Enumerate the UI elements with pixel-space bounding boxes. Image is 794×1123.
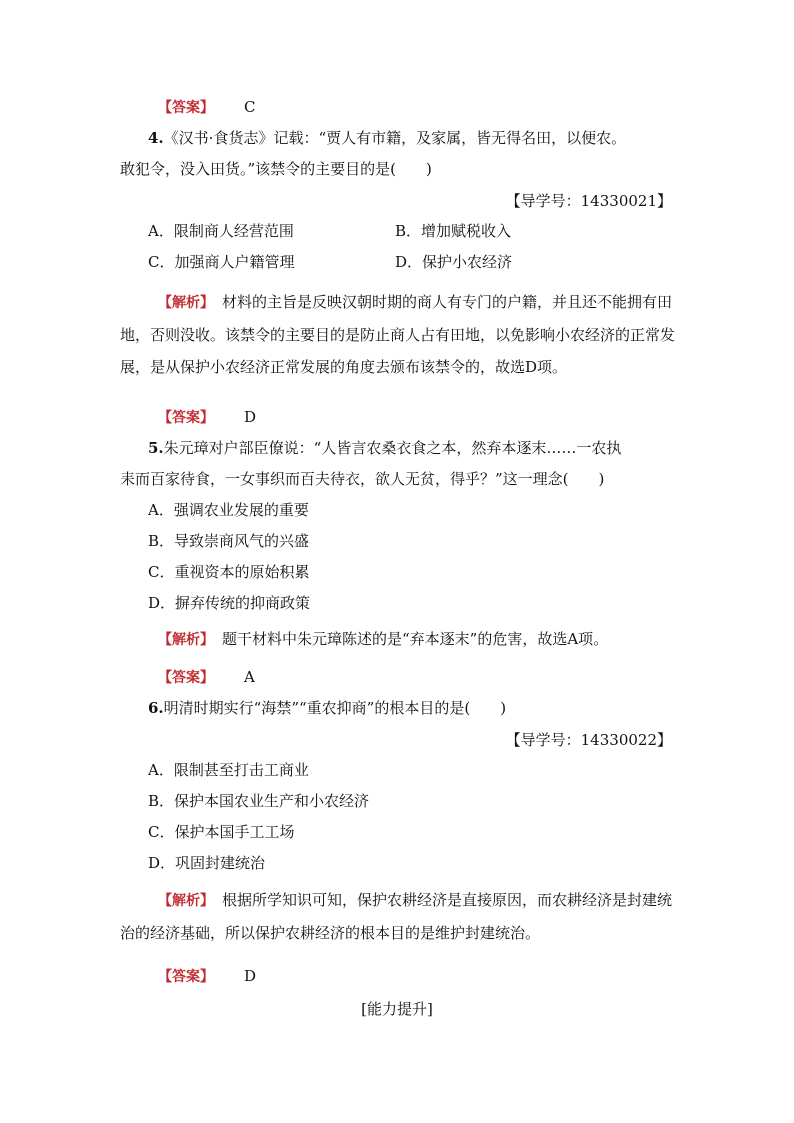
guide-number: 【导学号：14330022】 <box>505 731 672 749</box>
option-c: C．加强商人户籍管理 <box>148 253 295 271</box>
option-c: C．重视资本的原始积累 <box>148 563 310 581</box>
option-d: D．保护小农经济 <box>395 253 513 271</box>
answer-label: 【答案】 <box>158 100 214 116</box>
question-4-stem-line1 <box>148 128 626 148</box>
question-number: 4. <box>148 129 164 147</box>
answer-value: C <box>244 98 256 116</box>
analysis-label: 【解析】 <box>158 295 207 311</box>
analysis-q5 <box>158 629 608 650</box>
option-d: D．摒弃传统的抑商政策 <box>148 594 311 612</box>
question-4-stem-line2: 敢犯令，没入田货。”该禁令的主要目的是( ) <box>120 160 432 178</box>
question-6-stem <box>148 698 506 718</box>
option-a: A．限制商人经营范围 <box>148 222 294 240</box>
question-5-stem-line1 <box>148 438 621 458</box>
question-number: 6. <box>148 699 164 717</box>
question-text: 朱元璋对户部臣僚说：“人皆言农桑衣食之本，然弃本逐末……一农执 <box>163 439 622 457</box>
question-text: 明清时期实行“海禁”“重农抑商”的根本目的是( ) <box>163 699 507 717</box>
answer-label: 【答案】 <box>158 410 214 426</box>
analysis-q4 <box>120 286 676 383</box>
analysis-q6 <box>120 884 676 949</box>
question-5-stem-line2: 耒而百家待食，一女事织而百夫待衣，欲人无贫，得乎？”这一理念( ) <box>120 470 605 488</box>
answer-value: D <box>244 967 257 985</box>
analysis-text: 题干材料中朱元璋陈述的是“弃本逐末”的危害，故选A项。 <box>222 630 609 648</box>
option-b: B．导致崇商风气的兴盛 <box>148 532 310 550</box>
option-c: C．保护本国手工工场 <box>148 823 295 841</box>
answer-line-q6 <box>158 966 256 987</box>
analysis-label: 【解析】 <box>158 632 207 648</box>
analysis-text: 根据所学知识可知，保护农耕经济是直接原因，而农耕经济是封建统治的经济基础，所以保护农耕经济的根本目的是维护封建统治。 <box>120 891 673 942</box>
analysis-label: 【解析】 <box>158 893 207 909</box>
guide-number: 【导学号：14330021】 <box>505 192 672 210</box>
answer-value: A <box>244 668 255 686</box>
analysis-text: 材料的主旨是反映汉朝时期的商人有专门的户籍，并且还不能拥有田地，否则没收。该禁令的主要目的是防止商人占有田地，以免影响小农经济的正常发展，是从保护小农经济正常发展的角度去颁布该禁令的，故选D项。 <box>120 293 676 376</box>
option-b: B．增加赋税收入 <box>395 222 512 240</box>
answer-line-q3 <box>158 97 255 118</box>
option-d: D．巩固封建统治 <box>148 854 266 872</box>
question-text: 《汉书·食货志》记载：“贾人有市籍，及家属，皆无得名田，以便农。 <box>163 129 627 147</box>
section-title: [能力提升] <box>361 1000 433 1018</box>
question-number: 5. <box>148 439 164 457</box>
option-a: A．限制甚至打击工商业 <box>148 761 309 779</box>
option-b: B．保护本国农业生产和小农经济 <box>148 792 370 810</box>
answer-line-q5 <box>158 667 255 688</box>
answer-value: D <box>244 408 257 426</box>
answer-label: 【答案】 <box>158 969 214 985</box>
answer-label: 【答案】 <box>158 670 214 686</box>
option-a: A．强调农业发展的重要 <box>148 501 309 519</box>
answer-line-q4 <box>158 407 256 428</box>
